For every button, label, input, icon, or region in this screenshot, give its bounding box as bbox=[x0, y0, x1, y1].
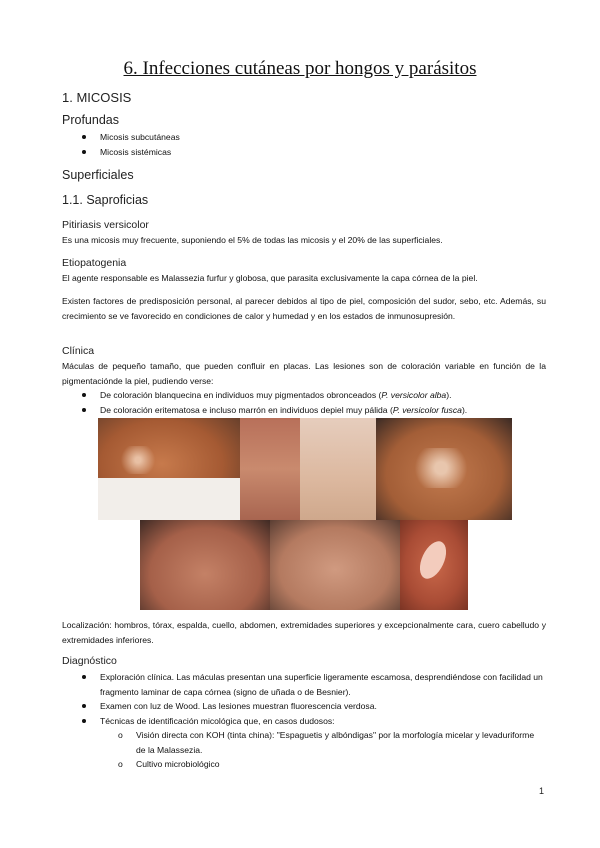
heading-superficiales: Superficiales bbox=[62, 168, 134, 182]
list-diagnostico-sub bbox=[118, 728, 546, 772]
heading-etiopatogenia: Etiopatogenia bbox=[62, 257, 127, 269]
bullet-icon bbox=[82, 719, 86, 723]
list-item: De coloración eritematosa e incluso marrón en individuos depiel muy pálida (P. versicolor fusca). bbox=[100, 403, 546, 418]
heading-profundas: Profundas bbox=[62, 113, 119, 127]
circle-bullet-icon: o bbox=[118, 730, 123, 740]
list-item: o Cultivo microbiológico bbox=[136, 757, 546, 772]
section-heading-micosis: 1. MICOSIS bbox=[62, 90, 132, 105]
clinical-photo-closeup bbox=[400, 520, 468, 610]
bullet-icon bbox=[82, 393, 86, 397]
clinical-photo-back-red bbox=[240, 418, 300, 520]
clinical-photo-neck bbox=[376, 418, 512, 520]
paragraph-clinica: Máculas de pequeño tamaño, que pueden confluir en placas. Las lesiones son de coloración variable en función de la pigmentaciónde la piel, pudiendo verse: bbox=[62, 361, 546, 386]
list-item: o Visión directa con KOH (tinta china): "Espaguetis y albóndigas" por la morfología micelar y levaduriforme de la Malassezia. bbox=[118, 730, 535, 755]
list-diagnostico bbox=[100, 670, 546, 728]
list-item: De coloración blanquecina en individuos muy pigmentados obronceados (P. versicolor alba). bbox=[100, 388, 546, 403]
photo-cloth bbox=[98, 478, 240, 520]
photo-lesions bbox=[113, 446, 163, 474]
heading-pitiriasis: Pitiriasis versicolor bbox=[62, 219, 149, 231]
paragraph-etiopatogenia-2: Existen factores de predisposición personal, al parecer debidos al tipo de piel, composición del sudor, sebo, etc. Además, su crecimiento se ve favorecido en condiciones de calor y humedad y en los estados de inmunosupresión. bbox=[62, 296, 546, 321]
photo-lesions bbox=[415, 537, 452, 583]
page-title: 6. Infecciones cutáneas por hongos y parásitos bbox=[123, 58, 477, 79]
bullet-icon bbox=[82, 675, 86, 679]
paragraph-etiopatogenia-1: El agente responsable es Malassezia furfur y globosa, que parasita exclusivamente la capa córnea de la piel. bbox=[62, 273, 478, 283]
list-item: Exploración clínica. Las máculas presentan una superficie ligeramente escamosa, desprendiéndose con facilidad un fragmento laminar de capa córnea (signo de uñada o de Besnier). bbox=[100, 670, 546, 699]
list-item: Examen con luz de Wood. Las lesiones muestran fluorescencia verdosa. bbox=[100, 699, 546, 714]
list-item: Micosis subcutáneas bbox=[100, 130, 180, 145]
paragraph-localizacion: Localización: hombros, tórax, espalda, cuello, abdomen, extremidades superiores y excepcionalmente cara, cuero cabelludo y extremidades inferiores. bbox=[62, 620, 546, 645]
photo-lesions bbox=[406, 448, 476, 488]
heading-clinica: Clínica bbox=[62, 345, 95, 357]
list-item: Micosis sistémicas bbox=[100, 145, 180, 160]
bullet-icon bbox=[82, 704, 86, 708]
circle-bullet-icon: o bbox=[118, 759, 123, 769]
heading-diagnostico: Diagnóstico bbox=[62, 655, 117, 667]
list-item: Técnicas de identificación micológica que, en casos dudosos: bbox=[100, 714, 546, 729]
list-clinica bbox=[100, 388, 546, 417]
list-profundas bbox=[100, 130, 180, 159]
clinical-photo-back-2 bbox=[270, 520, 400, 610]
paragraph-pitiriasis: Es una micosis muy frecuente, suponiendo el 5% de todas las micosis y el 20% de las superficiales. bbox=[62, 235, 443, 245]
page-number: 1 bbox=[538, 786, 544, 796]
clinical-photo-shoulder bbox=[98, 418, 240, 520]
clinical-photo-back-1 bbox=[140, 520, 270, 610]
bullet-icon bbox=[82, 150, 86, 154]
heading-saproficias: 1.1. Saproficias bbox=[62, 193, 149, 207]
bullet-icon bbox=[82, 408, 86, 412]
clinical-photo-back-pale bbox=[300, 418, 376, 520]
bullet-icon bbox=[82, 135, 86, 139]
